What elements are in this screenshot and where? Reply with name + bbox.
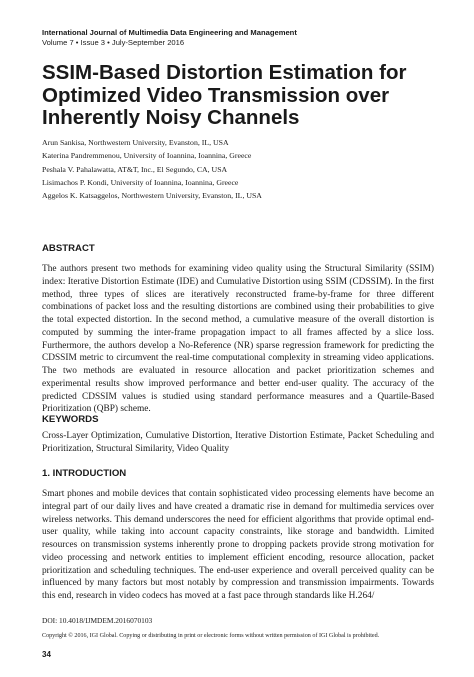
introduction-text: Smart phones and mobile devices that contain sophisticated video processing elements have become an integral part of our daily lives and have created a dramatic rise in demand for multimedia services over wireless networks. This demand underscores the need for efficient algorithms that provide optimal end-user quality, while taking into account capacity constraints, like storage and bandwidth. Limited resources on transmission systems inherently prone to dropping packets provide strong motivation for video processing and network entities to implement efficient encoding, resource allocation, packet prioritization and scheduling techniques. The end-user experience and overall perceived quality can be influenced by many factors but most notably by compression and transmission impairments. Towards this end, research in video codecs has moved at a fast pace through standards like H.264/ xyxy=(42,489,434,601)
keywords-heading: KEYWORDS xyxy=(42,414,99,425)
author-entry: Arun Sankisa, Northwestern University, Evanston, IL, USA xyxy=(42,138,229,147)
author-entry: Aggelos K. Katsaggelos, Northwestern University, Evanston, IL, USA xyxy=(42,191,262,201)
keywords-text: Cross-Layer Optimization, Cumulative Distortion, Iterative Distortion Estimate, Packet Scheduling and Prioritization, Structural Similarity, Video Quality xyxy=(42,431,434,454)
page-number: 34 xyxy=(42,650,51,659)
introduction-heading: 1. INTRODUCTION xyxy=(42,468,127,479)
author-list xyxy=(42,136,442,202)
author-entry: Lisimachos P. Kondi, University of Ioannina, Ioannina, Greece xyxy=(42,177,239,187)
abstract-text: The authors present two methods for examining video quality using the Structural Similarity (SSIM) index: Iterative Distortion Estimate (IDE) and Cumulative Distortion using SSIM (CDSSIM). In the first method, three types of slices are iteratively reconstructed frame-by-frame for three different combinations of packet loss and the resulting distortions are combined using their probabilities to give the total expected distortion. In the second method, a cumulative measure of the overall distortion is computed by summing the inter-frame propagation impact to all frames affected by a slice loss. Furthermore, the authors develop a No-Reference (NR) sparse regression framework for predicting the CDSSIM metric to circumvent the real-time computational complexity in streaming video applications. The two methods are evaluated in resource allocation and packet prioritization schemes and experimental results show improved performance and better end-user quality. The accuracy of the predicted CDSSIM values is studied using standard performance measures and a Quartile-Based Prioritization (QBP) scheme. xyxy=(42,264,434,415)
author-entry: Peshala V. Pahalawatta, AT&T, Inc., El Segundo, CA, USA xyxy=(42,164,228,174)
journal-issue: Volume 7 • Issue 3 • July-September 2016 xyxy=(42,38,185,47)
author-entry: Katerina Pandremmenou, University of Ioannina, Ioannina, Greece xyxy=(42,151,252,161)
abstract-heading: ABSTRACT xyxy=(42,243,95,254)
copyright-notice: Copyright © 2016, IGI Global. Copying or distributing in print or electronic forms without written permission of IGI Global is prohibited. xyxy=(42,633,380,639)
article-title: SSIM-Based Distortion Estimation for Optimized Video Transmission over Inherently Noisy Channels xyxy=(42,61,407,129)
doi: DOI: 10.4018/IJMDEM.2016070103 xyxy=(42,616,153,625)
journal-name: International Journal of Multimedia Data Engineering and Management xyxy=(42,28,297,37)
